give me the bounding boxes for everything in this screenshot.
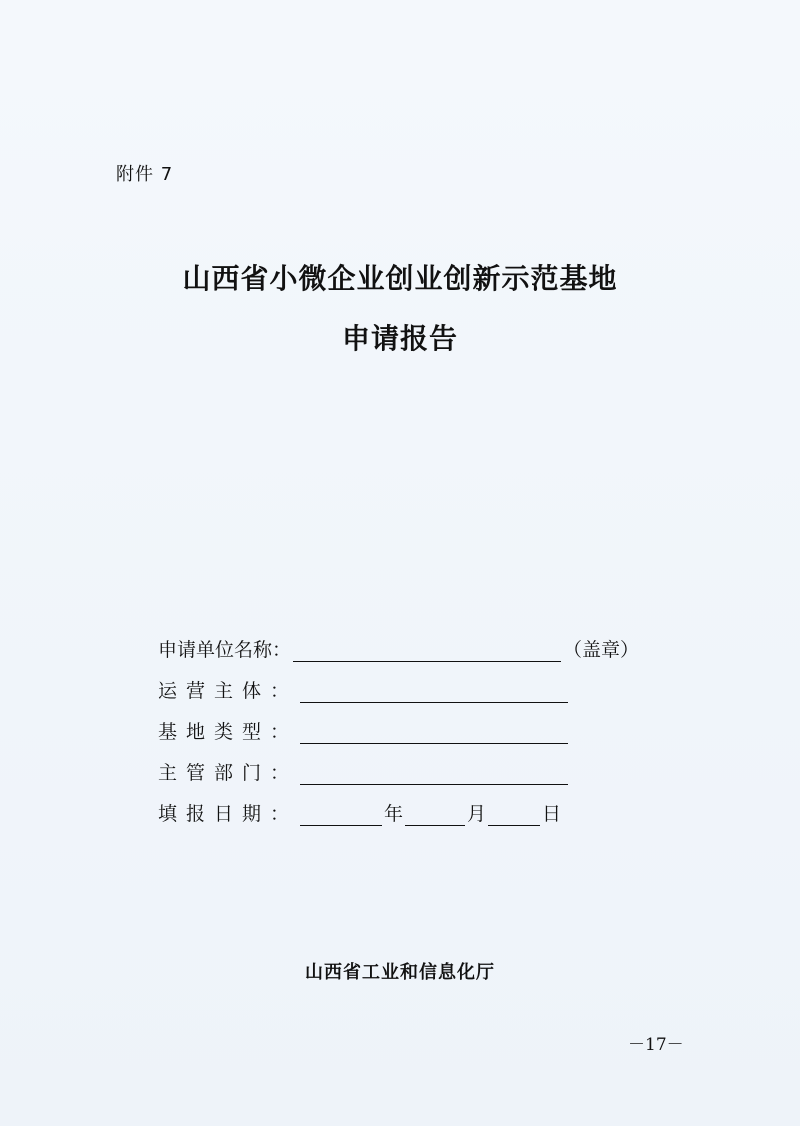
applicant-blank-line[interactable] xyxy=(293,639,561,662)
year-label: 年 xyxy=(384,803,404,825)
page-number: －17－ xyxy=(628,1035,684,1055)
authority-label: 主管部门： xyxy=(158,762,299,784)
base-type-blank-line[interactable] xyxy=(300,721,568,744)
operator-blank-line[interactable] xyxy=(300,680,568,703)
authority-row xyxy=(158,757,570,785)
day-blank-line[interactable] xyxy=(488,803,540,826)
day-label: 日 xyxy=(542,803,562,825)
base-type-row xyxy=(158,716,570,744)
seal-note: （盖章） xyxy=(563,639,640,661)
applicant-label: 申请单位名称： xyxy=(158,639,292,661)
title-line-2: 申请报告 xyxy=(341,322,458,355)
month-label: 月 xyxy=(467,803,487,825)
operator-row xyxy=(158,675,570,703)
title-line-1: 山西省小微企业创业创新示范基地 xyxy=(182,262,618,295)
issuing-authority: 山西省工业和信息化厅 xyxy=(305,962,495,983)
year-blank-line[interactable] xyxy=(300,803,382,826)
authority-blank-line[interactable] xyxy=(300,762,568,785)
date-label: 填报日期： xyxy=(158,803,299,825)
base-type-label: 基地类型： xyxy=(158,721,299,743)
attachment-label: 附件 7 xyxy=(116,164,174,185)
month-blank-line[interactable] xyxy=(405,803,465,826)
applicant-row xyxy=(158,634,639,662)
operator-label: 运营主体： xyxy=(158,680,299,702)
date-row xyxy=(158,798,561,826)
